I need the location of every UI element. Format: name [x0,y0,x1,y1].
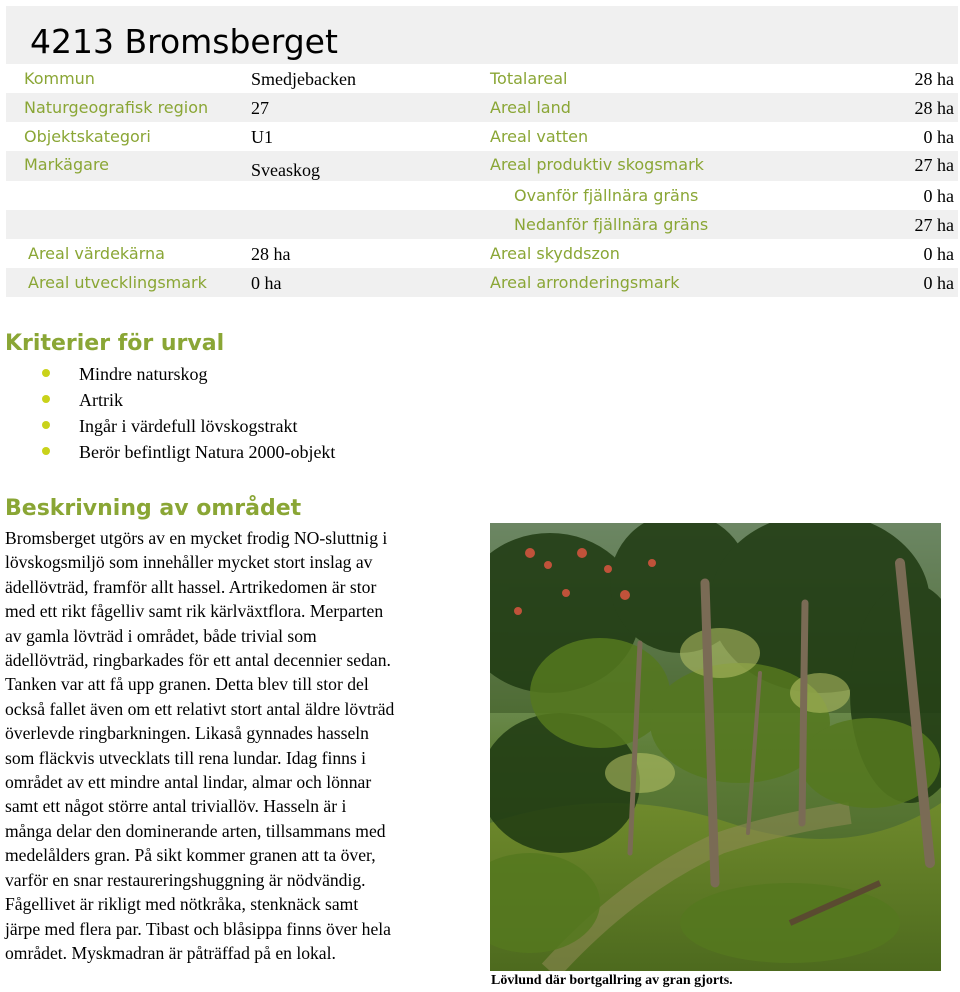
criteria-heading: Kriterier för urval [5,331,225,356]
info-value: 28 ha [914,69,954,89]
bullet-icon [42,421,50,429]
info-row [6,268,958,297]
info-row [6,122,958,151]
description-line: av gamla lövträd i området, både trivial som [5,625,317,646]
description-line: området. Myskmadran är påträffad på en lokal. [5,942,336,963]
photo-caption: Lövlund där bortgallring av gran gjorts. [491,973,733,988]
description-line: överlevde ringbarkningen. Likaså gynnades hasseln [5,723,369,744]
info-row [6,151,958,181]
description-line: Bromsberget utgörs av en mycket frodig NO-sluttnig i [5,528,388,548]
info-row [6,64,958,93]
description-line: varför en snar restaureringshuggning är nödvändig. [5,869,366,890]
description-line: med ett rikt fågelliv samt rik kärlväxtflora. Merparten [5,601,384,622]
description-line: ädellövträd, ringbarkades för ett antal decennier sedan. [5,650,391,671]
info-label: Areal arronderingsmark [490,273,680,292]
list-item [42,440,492,466]
info-value: 0 ha [923,273,954,293]
info-row [6,210,958,239]
description-heading: Beskrivning av området [5,496,302,521]
info-label: Totalareal [490,69,568,88]
info-value: 27 ha [914,155,954,175]
info-row [6,239,958,268]
description-line: medelålders gran. På sikt kommer granen att ta över, [5,845,376,866]
info-value: 0 ha [923,127,954,147]
title-bar [6,6,958,64]
criteria-item: Ingår i värdefull lövskogstrakt [79,416,298,436]
bullet-icon [42,369,50,377]
criteria-item: Mindre naturskog [79,364,208,384]
info-value: 27 [251,98,269,118]
description-line: ädellövträd, framför allt hassel. Artrikedomen är stor [5,576,377,597]
list-item [42,414,492,440]
info-label: Areal värdekärna [28,244,165,263]
info-value: 0 ha [923,186,954,206]
list-item [42,362,492,388]
info-value: 0 ha [923,244,954,264]
description-line: samt ett något större antal triviallöv. Hasseln är i [5,796,347,817]
description-text [5,526,480,965]
bullet-icon [42,447,50,455]
forest-photo-illustration [490,523,941,971]
info-label: Markägare [24,155,110,174]
info-label: Naturgeografisk region [24,98,209,117]
info-value: 0 ha [251,273,282,293]
info-label: Areal skyddszon [490,244,620,263]
description-line: järpe med flera par. Tibast och blåsippa finns över hela [5,918,391,939]
info-row [6,181,958,210]
info-label: Objektskategori [24,127,151,146]
description-line: Fågellivet är rikligt med nötkråka, stenknäck samt [5,894,359,915]
description-line: området av ett mindre antal lindar, almar och lönnar [5,772,372,793]
info-label: Kommun [24,69,95,88]
description-line: också fallet även om ett relativt stort antal äldre lövträd [5,698,395,719]
info-label: Ovanför fjällnära gräns [514,186,699,205]
info-value: 28 ha [251,244,291,264]
info-value: 27 ha [914,215,954,235]
info-label: Areal land [490,98,571,117]
description-line: Tanken var att få upp granen. Detta blev till stor del [5,674,369,695]
description-line: många delar den dominerande arten, tillsammans med [5,820,386,841]
page-title: 4213 Bromsberget [30,22,338,61]
list-item [42,388,492,414]
info-value: Sveaskog [251,160,320,180]
info-value: Smedjebacken [251,69,356,89]
criteria-item: Berör befintligt Natura 2000-objekt [79,442,336,462]
description-line: lövskogsmiljö som innehåller mycket stort inslag av [5,552,373,573]
info-label: Nedanför fjällnära gräns [514,215,709,234]
info-value: U1 [251,127,273,147]
info-label: Areal utvecklingsmark [28,273,207,292]
info-label: Areal produktiv skogsmark [490,155,704,174]
info-value: 28 ha [914,98,954,118]
bullet-icon [42,395,50,403]
criteria-item: Artrik [79,390,123,410]
forest-photo [490,523,941,971]
description-line: som fläckvis utvecklats till rena lundar. Idag finns i [5,747,367,768]
info-label: Areal vatten [490,127,589,146]
info-row [6,93,958,122]
